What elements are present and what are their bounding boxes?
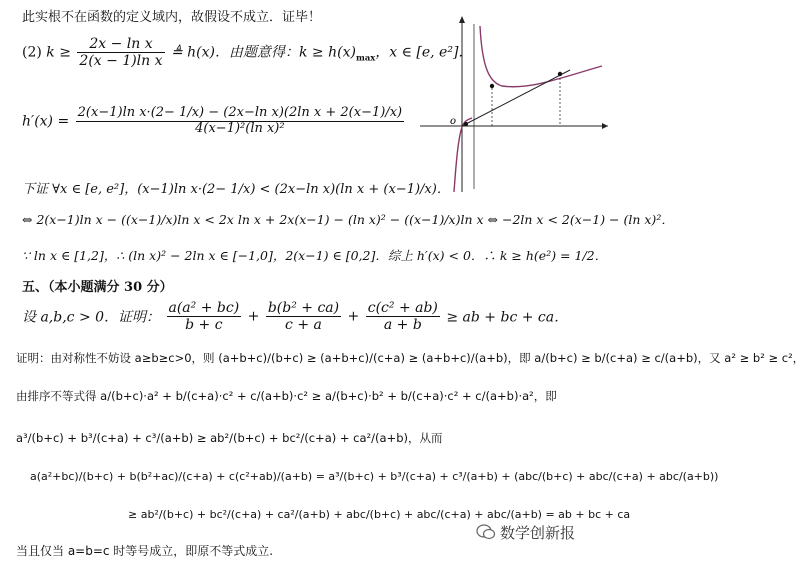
point-origin-near [464,122,468,126]
point-2 [558,72,562,76]
function-graph [410,14,610,194]
problem-statement: 设 a,b,c > 0．证明： $\frac{\text{a(a² + bc)}}{b + c}$ + $\frac{\text{b(b² + ca)}}{c + a}$ + $\frac{\text{c(c² + ab)}}{a + b}$ ≥ ab + bc + ca． [22,300,569,334]
x-axis-arrow [602,123,608,129]
curve-lower-branch [454,118,472,192]
proof-line-1: 证明：由对称性不妨设 a≥b≥c>0，则 (a+b+c)/(b+c) ≥ (a+b+c)/(c+a) ≥ (a+b+c)/(a+b)，即 a/(b+c) ≥ b/(c+a) ≥ c/(a+b)，又 a² ≥ b² ≥ c²， [16,351,804,365]
text-line-6: ∵ ln x ∈ [1,2]，∴ (ln x)² − 2ln x ∈ [−1,0]，2(x−1) ∈ [0,2]．综上 h′(x) < 0．∴ k ≥ h(e²) = 1/2． [22,248,608,263]
curve-upper-branch [480,26,602,87]
tangent-line [462,70,570,126]
proof-line-2: 由排序不等式得 a/(b+c)·a² + b/(c+a)·c² + c/(a+b)·c² ≥ a/(b+c)·b² + b/(c+a)·c² + c/(a+b)·a²，即 [16,389,557,403]
proof-conclusion: 当且仅当 a=b=c 时等号成立，即原不等式成立. [16,544,274,558]
hx-def: ≜ h(x)．由题意得：k ≥ h(x) [170,44,356,61]
text-line-4: 下证 ∀x ∈ [e, e²]，(x−1)ln x·(2− 1/x) < (2x−ln x)(ln x + (x−1)/x)． [22,182,450,197]
text-line-2: (2) k ≥ $\frac{\text{2x − ln x}}{\text{2(x − 1)ln x}}$ ≜ h(x)．由题意得：$k \ge h(x)_{max}$，x ∈ [e, e²]． [22,36,473,70]
proof-line-4: a(a²+bc)/(b+c) + b(b²+ac)/(c+a) + c(c²+ab)/(a+b) = a³/(b+c) + b³/(c+a) + c³/(a+b) + (abc/(b+c) + abc/(c+a) + abc/(a+b)) [30,470,719,483]
part-label: (2) [22,44,42,61]
k-ineq: k ≥ [46,44,71,61]
y-axis-arrow [459,16,465,23]
origin-label: o [450,116,457,127]
text-line-1: 此实根不在函数的定义域内，故假设不成立．证毕！ [22,10,322,25]
proof-line-3: a³/(b+c) + b³/(c+a) + c³/(a+b) ≥ ab²/(b+c) + bc²/(c+a) + ca²/(a+b)，从而 [16,431,443,445]
term-b: $\frac{\text{b(b² + ca)}}{c + a}$ [267,300,340,334]
fraction-k: $\frac{\text{2x − ln x}}{\text{2(x − 1)ln x}}$ [79,36,163,70]
point-1 [490,84,494,88]
watermark-text: 数学创新报 [500,524,576,542]
proof-line-5: ≥ ab²/(b+c) + bc²/(c+a) + ca²/(a+b) + abc/(b+c) + abc/(c+a) + abc/(a+b) = ab + bc + ca [128,508,631,521]
derivative-line: h′(x) = $\frac{\text{2(x−1)ln x·(2− 1/x) − (2x−ln x)(2ln x + 2(x−1)/x)}}{\text{4(x−1)²(ln x)²}}$ [22,105,403,136]
term-a: $\frac{\text{a(a² + bc)}}{b + c}$ [168,300,240,334]
derivative-fraction: $\frac{\text{2(x−1)ln x·(2− 1/x) − (2x−ln x)(2ln x + 2(x−1)/x)}}{\text{4(x−1)²(ln x)²}}$ [77,105,403,136]
wechat-logo-icon [476,522,496,542]
text-line-5: ⇔ 2(x−1)ln x − ((x−1)/x)ln x < 2x ln x + 2x(x−1) − (ln x)² − ((x−1)/x)ln x ⇔ −2ln x < 2(x−1) − (ln x)²． [22,212,674,227]
term-c: $\frac{\text{c(c² + ab)}}{a + b}$ [367,300,438,334]
section-title: 五、（本小题满分 30 分） [22,280,173,295]
